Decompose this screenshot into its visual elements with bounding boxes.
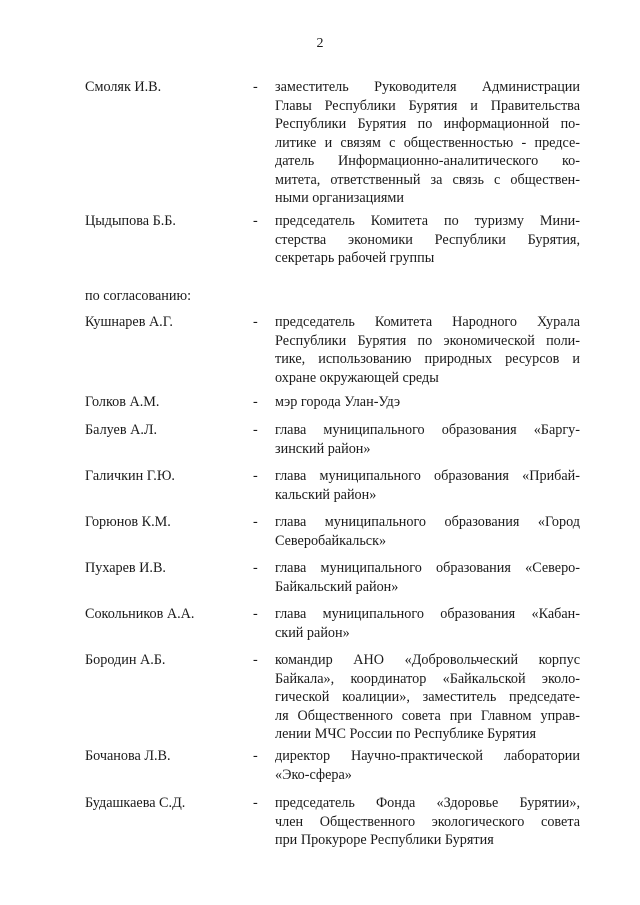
dash-separator: - xyxy=(253,314,258,330)
member-description xyxy=(275,421,580,458)
member-description xyxy=(275,559,580,596)
member-name: Кушнарев А.Г. xyxy=(85,314,173,330)
dash-separator: - xyxy=(253,795,258,811)
dash-separator: - xyxy=(253,748,258,764)
description-line: ля Общественного совета при Главном управ- xyxy=(275,707,580,724)
dash-separator: - xyxy=(253,422,258,438)
section-label: по согласованию: xyxy=(85,288,192,304)
member-description xyxy=(275,513,580,550)
dash-separator: - xyxy=(253,468,258,484)
member-description xyxy=(275,794,580,850)
description-line: заместитель Руководителя Администрации xyxy=(275,79,580,95)
description-line: тике, использованию природных ресурсов и xyxy=(275,351,580,367)
description-line: литике и связям с общественностью - предсе- xyxy=(275,134,580,151)
description-line: Республики Бурятия по экономической поли- xyxy=(275,332,580,349)
member-name: Цыдыпова Б.Б. xyxy=(85,213,176,229)
description-line: датель Информационно-аналитического ко- xyxy=(275,153,580,169)
description-line: ными организациями xyxy=(275,190,404,206)
dash-separator: - xyxy=(253,394,258,410)
member-name: Бородин А.Б. xyxy=(85,652,166,668)
description-line: член Общественного экологического совета xyxy=(275,813,580,830)
member-name: Сокольников А.А. xyxy=(85,606,195,622)
description-line: ский район» xyxy=(275,624,350,641)
member-name: Бочанова Л.В. xyxy=(85,748,171,764)
member-description xyxy=(275,393,580,412)
description-line: председатель Фонда «Здоровье Бурятии», xyxy=(275,795,580,811)
member-description xyxy=(275,467,580,504)
description-line: командир АНО «Добровольческий корпус xyxy=(275,652,580,668)
dash-separator: - xyxy=(253,652,258,668)
description-line: «Эко-сфера» xyxy=(275,766,352,783)
description-line: Байкальский район» xyxy=(275,578,399,595)
page-number: 2 xyxy=(316,36,324,51)
description-line: глава муниципального образования «Город xyxy=(275,514,580,530)
description-line: Республики Бурятия по информационной по- xyxy=(275,116,580,132)
description-line: Байкала», координатор «Байкальской эколо- xyxy=(275,670,580,687)
member-name: Галичкин Г.Ю. xyxy=(85,468,175,484)
member-description xyxy=(275,78,580,208)
description-line: кальский район» xyxy=(275,486,377,503)
description-line: Главы Республики Бурятия и Правительства xyxy=(275,97,580,114)
dash-separator: - xyxy=(253,213,258,229)
description-line: председатель Комитета Народного Хурала xyxy=(275,314,580,330)
description-line: зинский район» xyxy=(275,440,371,457)
description-line: глава муниципального образования «Прибай- xyxy=(275,468,580,484)
description-line: глава муниципального образования «Баргу- xyxy=(275,422,580,438)
description-line: лении МЧС России по Республике Бурятия xyxy=(275,726,536,742)
member-description xyxy=(275,747,580,784)
member-description xyxy=(275,212,580,268)
description-line: глава муниципального образования «Северо- xyxy=(275,560,580,576)
member-description xyxy=(275,651,580,744)
description-line: гической коалиции», заместитель председате- xyxy=(275,689,580,705)
dash-separator: - xyxy=(253,79,258,95)
description-line: Северобайкальск» xyxy=(275,532,387,549)
member-name: Голков А.М. xyxy=(85,394,160,410)
description-line: глава муниципального образования «Кабан- xyxy=(275,606,580,622)
member-name: Балуев А.Л. xyxy=(85,422,158,438)
description-line: председатель Комитета по туризму Мини- xyxy=(275,213,580,229)
member-name: Смоляк И.В. xyxy=(85,79,162,95)
description-line: мэр города Улан-Удэ xyxy=(275,394,401,410)
description-line: при Прокуроре Республики Бурятия xyxy=(275,832,494,848)
dash-separator: - xyxy=(253,606,258,622)
member-name: Пухарев И.В. xyxy=(85,560,166,576)
member-name: Будашкаева С.Д. xyxy=(85,795,186,811)
member-name: Горюнов К.М. xyxy=(85,514,171,530)
description-line: стерства экономики Республики Бурятия, xyxy=(275,231,580,248)
member-description xyxy=(275,605,580,642)
dash-separator: - xyxy=(253,514,258,530)
description-line: охране окружающей среды xyxy=(275,369,439,386)
description-line: секретарь рабочей группы xyxy=(275,250,435,266)
dash-separator: - xyxy=(253,560,258,576)
description-line: митета, ответственный за связь с обществен- xyxy=(275,171,580,188)
description-line: директор Научно-практической лаборатории xyxy=(275,748,580,764)
member-description xyxy=(275,313,580,387)
